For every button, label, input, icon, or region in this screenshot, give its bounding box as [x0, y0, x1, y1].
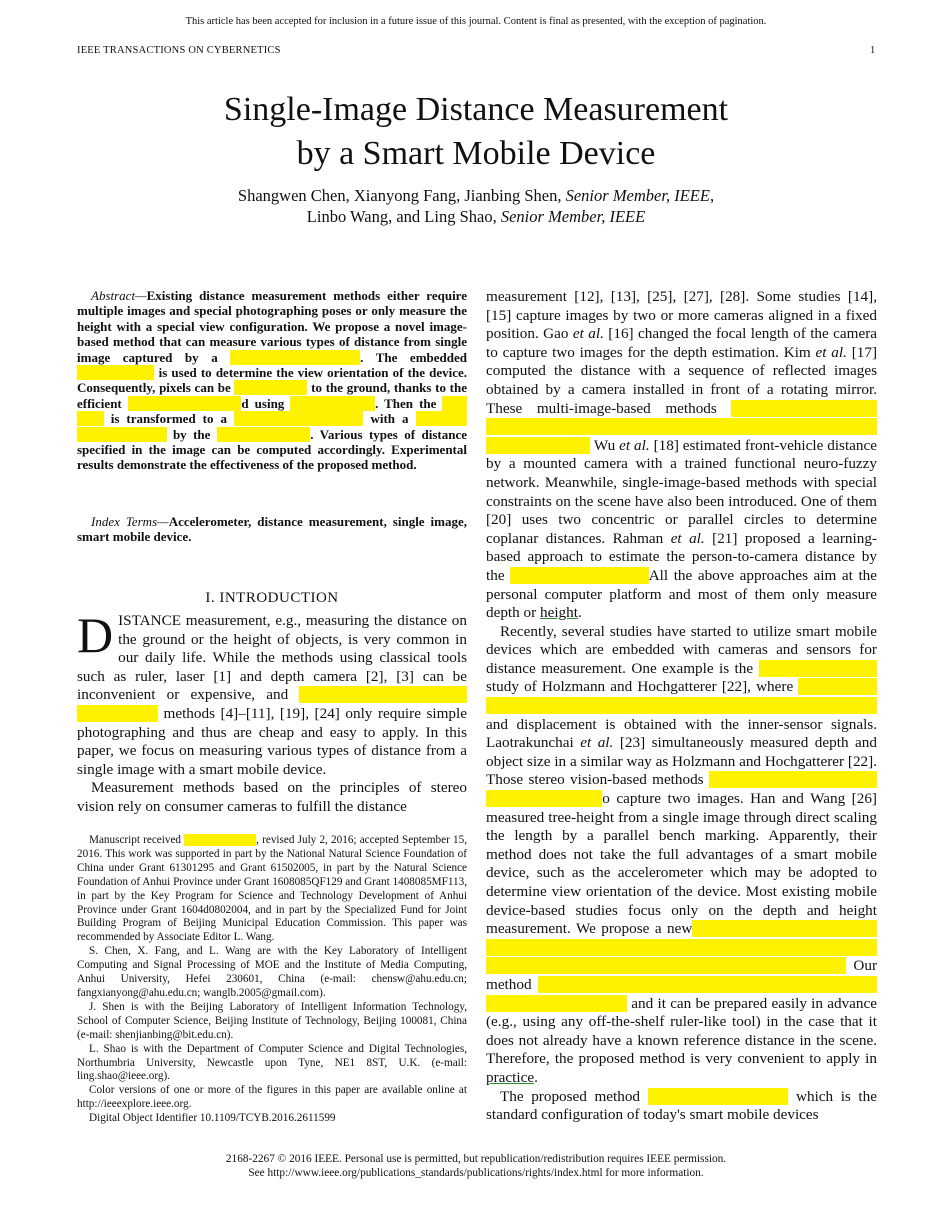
author-names-1: Shangwen Chen, Xianyong Fang, Jianbing Shen,	[237, 186, 566, 205]
author-role-1: Senior Member, IEEE	[565, 186, 710, 205]
highlight: conversion compute	[127, 395, 242, 411]
index-terms-text: Accelerometer, distance measurement, single image, smart mobile device.	[77, 514, 467, 545]
highlight: often require special photographing poses and equipment configurations for capturing images	[486, 399, 877, 454]
abstract-label: Abstract—	[91, 288, 147, 303]
footnote-affiliation: J. Shen is with the Beijing Laboratory of Intelligent Information Technology, School of Computer Science, Beijing Institute of Technology, Beijing 100081, China (e-mail: shenjianbing@bit.edu.cn).	[77, 1000, 467, 1041]
body-paragraph: Recently, several studies have started to utilize smart mobile devices which are embedded with cameras and sensors for distance measurement. One example is the stereo vision-based study of Holzmann and Hochgatterer [22], where the device is moved to take two images along a line and the distance of the and displacement is obtained with the inner-sensor signals. Laotrakunchai et al. [23] simultaneously measured depth and object size in a similar way as Holzmann and Hochgatterer [22]. Those stereo vision-based methods require the device to move in a special way to capture two images. Han and Wang [26] measured tree-height from a single image through direct scaling the length by a parallel bench marking. Apparently, their method does not take the full advantages of a smart mobile device, such as the accelerometer which may be adopted to determine view orientation of the device. Most existing mobile device-based studies focus only on the depth and height measurement. We propose a new approach to measure various types of distance from a single image captured by a smart mobile device in a flexible way. The reference distance Our method just needs a known reference distance on the ground, which is easy to obtain and it can be prepared easily in advance (e.g., using any off-the-shelf ruler-like tool) in the case that it does not already have a known reference distance in the scene. Therefore, the proposed method is very convenient to apply in practice.	[486, 622, 878, 1086]
highlight: approach to measure various types of distance from a single image captured by a smart mobile device in a flexible way. The reference distance	[486, 920, 877, 975]
footnote-affiliation: S. Chen, X. Fang, and L. Wang are with the Key Laboratory of Intelligent Computing and Signal Processing of MOE and the Institute of Media Computing, Anhui University, Hefei 230601, China (e-mail: chensw@ahu.edu.cn; fangxianyong@ahu.edu.cn; wanglb.2005@gmail.com).	[77, 945, 467, 999]
highlight: require the device to move in a special way t	[486, 771, 877, 808]
footnote	[77, 834, 467, 1126]
author-role-2: Senior Member, IEEE	[500, 207, 646, 226]
index-terms	[77, 514, 467, 545]
highlight: the device is moved to take two images along a line and the distance of the	[486, 678, 877, 715]
introduction-body	[77, 607, 467, 817]
journal-name: IEEE TRANSACTIONS ON CYBERNETICS	[77, 45, 281, 56]
footnote-color-note: Color versions of one or more of the figures in this paper are available online at http://ieeexplore.ieee.org.	[77, 1084, 467, 1111]
highlight: reference distance known	[77, 411, 467, 442]
page-number: 1	[870, 45, 876, 56]
highlight: uses an accelerometer	[647, 1087, 789, 1105]
authors-line-1	[0, 185, 952, 206]
right-column-body	[486, 288, 877, 1125]
underlined-word: height	[540, 604, 578, 622]
drop-cap: D	[77, 607, 114, 663]
title-line-2: by a Smart Mobile Device	[296, 135, 656, 172]
author-names-2: Linbo Wang, and Ling Shao,	[306, 207, 501, 226]
title-line-1: Single-Image Distance Measurement	[223, 91, 729, 128]
authors-line-2	[0, 206, 952, 227]
footnote-manuscript: Manuscript received January 2, 2016, revised July 2, 2016; accepted September 15, 2016. This work was supported in part by the National Natural Science Foundation of China under Grant 61301295 and Grant 61502005, in part by the Natural Science Foundation of Anhui Province under Grant 1608085QF129 and Grant 1408085MF113, in part by the Key Program for Science and Technology Development of Anhui Province under Grant 1604d0802004, and in part by the Specialized Fund for Joint Building Program of Beijing Municipal Education Commission. This paper was recommended by Associate Editor L. Wang.	[77, 834, 468, 944]
intro-paragraph: Measurement methods based on the principles of stereo vision rely on consumer cameras to fulfill the distance	[77, 779, 467, 815]
highlight: the orientation	[290, 395, 376, 411]
highlight: stereo vision-based	[758, 659, 878, 677]
highlight: just needs a known reference distance on the ground, which is easy to obtain	[486, 975, 877, 1012]
highlight: the image-based distance measurement	[77, 686, 467, 722]
highlight: map scale	[77, 395, 467, 427]
copyright-line-2: See http://www.ieee.org/publications_standards/publications/rights/index.html for more information.	[248, 1167, 704, 1179]
body-paragraph: The proposed method uses an accelerometer which is the standard configuration of today's smart mobile devices	[486, 1087, 877, 1124]
paper-title	[0, 88, 952, 176]
highlight: size of detected faces.	[510, 566, 649, 584]
highlight: real-world coordinates	[233, 411, 364, 427]
copyright-notice	[0, 1152, 952, 1180]
intro-paragraph: DISTANCE measurement, e.g., measuring the distance on the ground or the height of objects, is very common in our daily life. While the methods using classical tools such as ruler, laser [1] and depth camera [2], [3] can be inconvenient or expensive, and the image-based distance measurement methods [4]–[11], [19], [24] only require simple photographing and thus are cheap and easy to apply. In this paper, we focus on measuring various types of distance from a single image with a smart mobile device.	[77, 607, 467, 778]
acceptance-notice: This article has been accepted for inclusion in a future issue of this journal. Content is final as presented, with the exception of pagination.	[185, 16, 767, 27]
footnote-affiliation: L. Shao is with the Department of Computer Science and Digital Technologies, Northumbria University, Newcastle upon Tyne, NE1 8ST, U.K. (e-mail: ling.shao@ieee.org).	[77, 1042, 467, 1083]
highlight: smart mobile device	[230, 349, 361, 365]
author-list	[0, 185, 952, 227]
copyright-line-1: 2168-2267 © 2016 IEEE. Personal use is permitted, but republication/redistribution requires IEEE permission.	[225, 1153, 727, 1165]
index-terms-label: Index Terms—	[91, 514, 169, 529]
highlight: mapped onto	[234, 380, 308, 396]
abstract	[77, 288, 467, 473]
underlined-word: practice	[486, 1068, 535, 1086]
highlight: January 2, 2016	[184, 834, 257, 846]
footnote-doi: Digital Object Identifier 10.1109/TCYB.2016.2611599	[89, 1112, 336, 1125]
highlight: user beforehand	[216, 426, 311, 442]
highlight: accelerometer	[77, 365, 155, 381]
author-comma: ,	[709, 186, 715, 205]
section-heading: I. INTRODUCTION	[205, 590, 339, 606]
abstract-text: Abstract—Existing distance measurement methods either require multiple images and special photographing poses or only measure the height with a special view configuration. We propose a novel image-based method that can measure various types of distance from single image captured by a smart mobile device. The embedded accelerometer is used to determine the view orientation of the device. Consequently, pixels can be mapped onto to the ground, thanks to the efficient conversion computed using the orientation. Then the map scale is transformed to a real-world coordinates with a reference distance known by the user beforehand. Various types of distance specified in the image can be computed accordingly. Experimental results demonstrate the effectiveness of the proposed method.	[77, 288, 468, 473]
body-paragraph: measurement [12], [13], [25], [27], [28]. Some studies [14], [15] capture images by two or more cameras aligned in a fixed position. Gao et al. [16] changed the focal length of the camera to capture two images for the depth estimation. Kim et al. [17] computed the distance with a sequence of reflected images obtained by a camera installed in front of a rotating mirror. These multi-image-based methods often require special photographing poses and equipment configurations for capturing images Wu et al. [18] estimated front-vehicle distance by a mounted camera with a trained functional neuro-fuzzy network. Meanwhile, single-image-based methods with special constraints on the scene have also been introduced. One of them [20] uses two concentric or parallel circles to determine coplanar distances. Rahman et al. [21] proposed a learning-based approach to estimate the person-to-camera distance by the size of detected faces.All the above approaches aim at the personal computer platform and most of them only measure depth or height.	[486, 288, 878, 622]
